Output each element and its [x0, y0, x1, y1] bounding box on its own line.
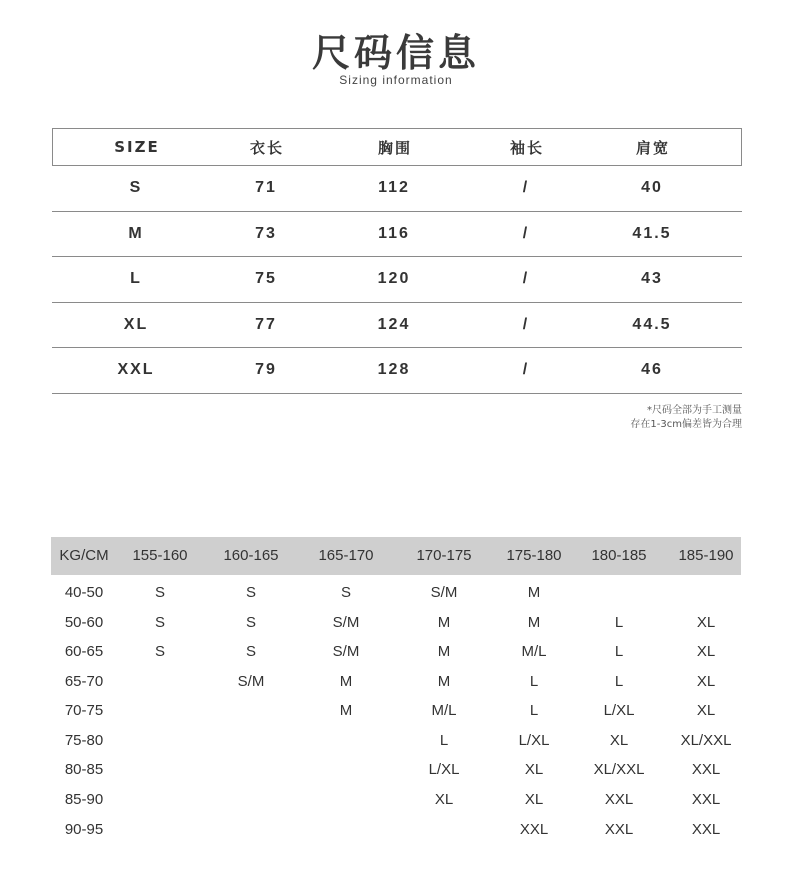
table-cell: XXL	[604, 821, 634, 838]
chest-value: 124	[377, 315, 411, 333]
table-cell: L	[439, 732, 449, 749]
table-cell: S	[154, 643, 166, 660]
header-cell: 175-180	[506, 547, 562, 564]
sleeve-value: /	[522, 179, 530, 197]
size-table-header	[52, 128, 742, 166]
table-cell: XL	[696, 702, 716, 719]
size-table	[52, 128, 742, 394]
table-cell: M/L	[431, 702, 457, 719]
weight-range: 40-50	[64, 584, 104, 601]
table-cell: L/XL	[518, 732, 550, 749]
header-cell: 160-165	[223, 547, 279, 564]
table-cell: S/M	[332, 643, 360, 660]
header-cell: 肩宽	[635, 138, 671, 157]
length-value: 73	[255, 224, 277, 242]
size-label: XXL	[117, 361, 155, 379]
header-cell: 165-170	[318, 547, 374, 564]
header-cell: KG/CM	[59, 547, 109, 564]
weight-range: 85-90	[64, 791, 104, 808]
page-title: 尺码信息	[311, 31, 480, 75]
table-row	[51, 815, 741, 845]
table-row	[52, 166, 742, 212]
size-label: M	[128, 224, 144, 242]
sleeve-value: /	[522, 361, 530, 379]
table-cell: L	[614, 673, 624, 690]
table-cell: XL	[434, 791, 454, 808]
table-cell: XL	[696, 643, 716, 660]
size-label: XL	[123, 315, 149, 333]
length-value: 75	[255, 270, 277, 288]
table-row	[51, 726, 741, 756]
table-row	[51, 696, 741, 726]
table-cell: XXL	[604, 791, 634, 808]
table-cell: S	[154, 614, 166, 631]
chest-value: 112	[378, 179, 410, 197]
table-cell: M	[339, 673, 353, 690]
weight-range: 75-80	[64, 732, 104, 749]
table-row	[51, 637, 741, 667]
table-row	[51, 608, 741, 638]
table-cell: L	[529, 673, 539, 690]
table-row	[51, 785, 741, 815]
table-row	[52, 348, 742, 394]
table-cell: L	[614, 614, 624, 631]
weight-range: 50-60	[64, 614, 104, 631]
size-label: L	[130, 270, 142, 288]
header-cell: SIZE	[114, 138, 160, 156]
header-cell: 袖长	[509, 138, 545, 157]
table-cell: L	[529, 702, 539, 719]
table-cell: M	[437, 643, 451, 660]
table-row	[52, 257, 742, 303]
table-row	[51, 755, 741, 785]
table-cell: S/M	[332, 614, 360, 631]
header-cell: 170-175	[416, 547, 472, 564]
table-cell: XL/XXL	[680, 732, 732, 749]
chest-value: 128	[377, 361, 411, 379]
table-cell: M	[527, 584, 541, 601]
table-cell: XL	[524, 761, 544, 778]
sleeve-value: /	[522, 315, 530, 333]
chest-value: 116	[378, 224, 410, 242]
header-cell: 胸围	[377, 138, 413, 157]
header-cell: 衣长	[249, 138, 285, 157]
table-cell: XL/XXL	[593, 761, 645, 778]
table-cell: XL	[524, 791, 544, 808]
table-cell: XL	[609, 732, 629, 749]
sleeve-value: /	[522, 270, 530, 288]
weight-range: 65-70	[64, 673, 104, 690]
note-line: 存在1-3cm偏差皆为合理	[630, 419, 742, 430]
table-cell: S	[245, 584, 257, 601]
length-value: 79	[255, 361, 277, 379]
header-cell: 155-160	[132, 547, 188, 564]
table-cell: S	[154, 584, 166, 601]
table-cell: S	[245, 643, 257, 660]
table-cell: XXL	[691, 791, 721, 808]
length-value: 71	[255, 179, 277, 197]
table-row	[51, 667, 741, 697]
table-cell: M	[527, 614, 541, 631]
table-cell: XXL	[519, 821, 549, 838]
table-row	[52, 303, 742, 349]
table-cell: S/M	[430, 584, 458, 601]
table-cell: M	[437, 614, 451, 631]
table-cell: L	[614, 643, 624, 660]
table-row	[51, 578, 741, 608]
weight-range: 90-95	[64, 821, 104, 838]
note-line: *尺码全部为手工测量	[647, 405, 742, 416]
table-cell: S	[245, 614, 257, 631]
table-cell: XL	[696, 614, 716, 631]
header-cell: 180-185	[591, 547, 647, 564]
table-cell: S/M	[237, 673, 265, 690]
sleeve-value: /	[522, 224, 530, 242]
header-cell: 185-190	[678, 547, 734, 564]
shoulder-value: 41.5	[632, 224, 672, 242]
shoulder-value: 44.5	[632, 315, 672, 333]
chest-value: 120	[377, 270, 411, 288]
shoulder-value: 46	[641, 361, 663, 379]
table-cell: XL	[696, 673, 716, 690]
table-cell: XXL	[691, 821, 721, 838]
weight-range: 60-65	[64, 643, 104, 660]
measurement-note	[630, 404, 742, 432]
shoulder-value: 43	[641, 270, 663, 288]
table-cell: S	[340, 584, 352, 601]
table-cell: XXL	[691, 761, 721, 778]
length-value: 77	[255, 315, 277, 333]
table-cell: M	[339, 702, 353, 719]
shoulder-value: 40	[641, 179, 663, 197]
table-cell: M/L	[521, 643, 547, 660]
table-cell: M	[437, 673, 451, 690]
size-label: S	[129, 179, 143, 197]
reference-table-header	[51, 537, 741, 575]
page-subtitle: Sizing information	[339, 73, 453, 87]
table-row	[52, 212, 742, 258]
weight-range: 70-75	[64, 702, 104, 719]
table-cell: L/XL	[603, 702, 635, 719]
weight-range: 80-85	[64, 761, 104, 778]
table-cell: L/XL	[428, 761, 460, 778]
